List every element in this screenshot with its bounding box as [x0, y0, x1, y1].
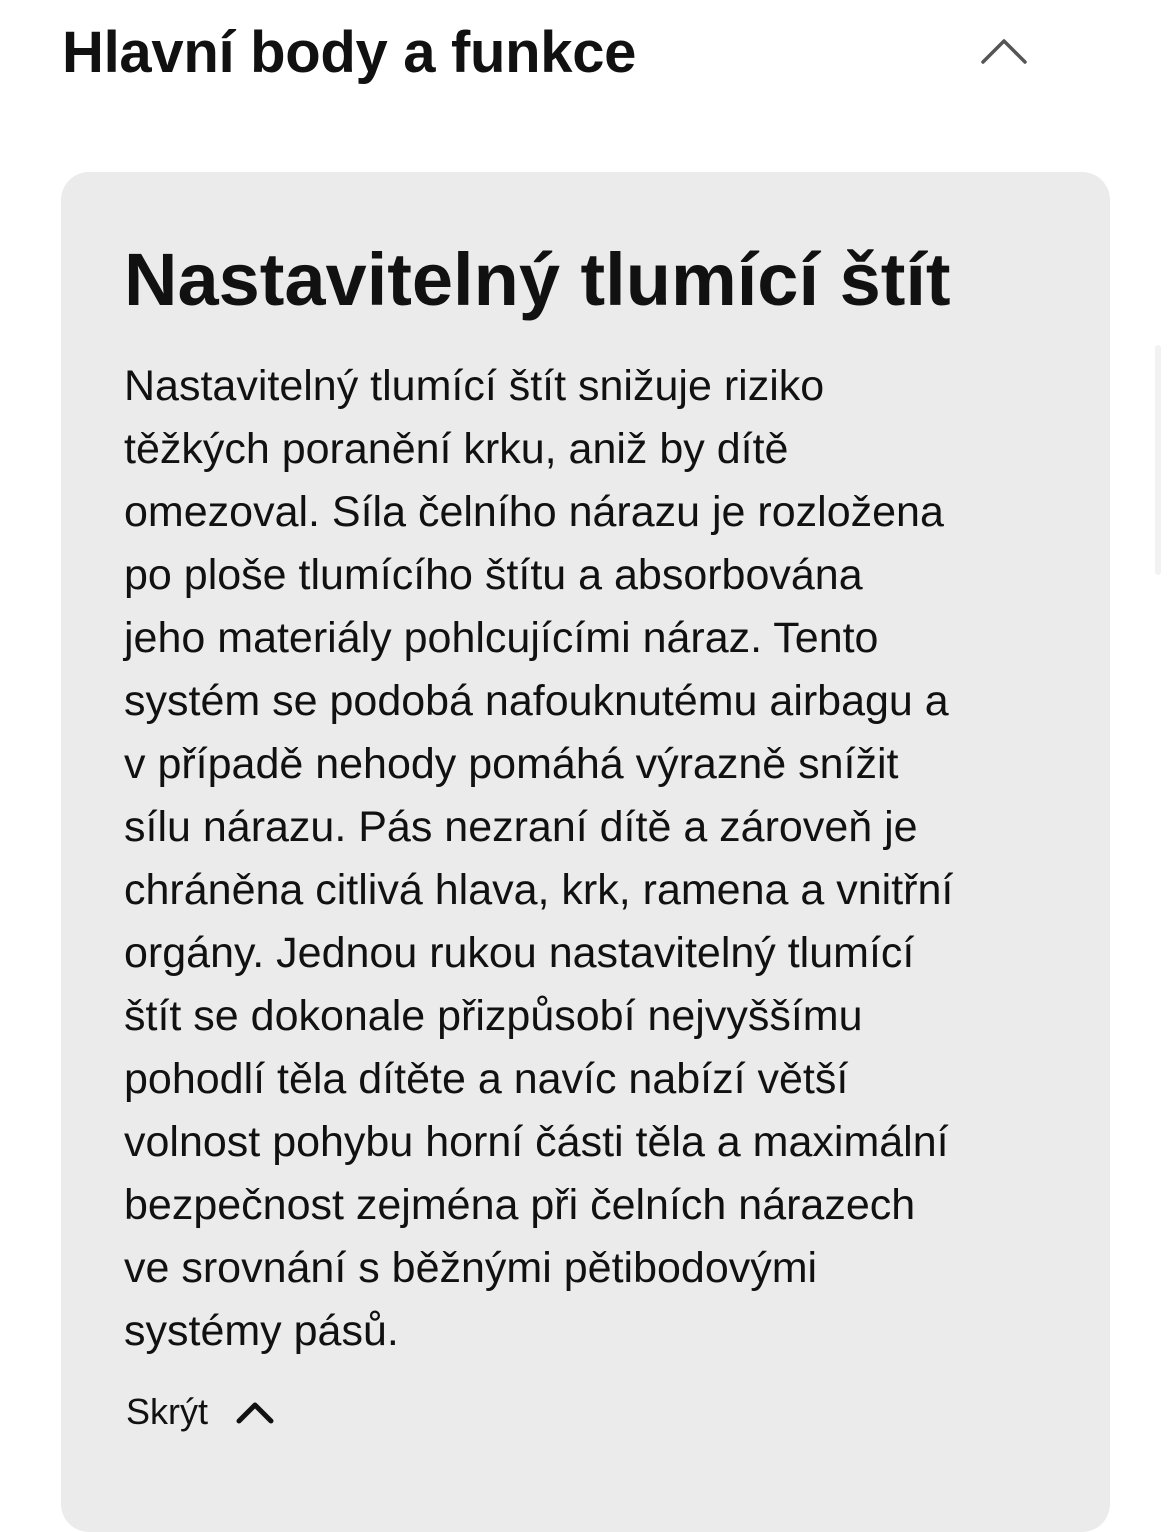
description-line: systémy pásů. — [124, 1307, 399, 1355]
description-line: systém se podobá nafouknutému airbagu a — [124, 677, 949, 725]
section-header — [0, 0, 1170, 110]
feature-description — [124, 355, 1064, 1363]
description-line: po ploše tlumícího štítu a absorbována — [124, 551, 863, 599]
description-line: sílu nárazu. Pás nezraní dítě a zároveň je — [124, 803, 918, 851]
chevron-up-icon — [234, 1397, 276, 1427]
description-line: těžkých poranění krku, aniž by dítě — [124, 425, 789, 473]
description-line: omezoval. Síla čelního nárazu je rozložena — [124, 488, 944, 536]
description-line: chráněna citlivá hlava, krk, ramena a vnitřní — [124, 866, 954, 914]
hide-label: Skrýt — [126, 1391, 209, 1432]
description-line: pohodlí těla dítěte a navíc nabízí větší — [124, 1055, 849, 1103]
description-line: ve srovnání s běžnými pětibodovými — [124, 1244, 818, 1292]
section-title: Hlavní body a funkce — [62, 20, 637, 85]
description-line: volnost pohybu horní části těla a maximální — [124, 1118, 949, 1166]
chevron-up-icon — [970, 22, 1038, 80]
description-line: orgány. Jednou rukou nastavitelný tlumící — [124, 929, 915, 977]
description-line: jeho materiály pohlcujícími náraz. Tento — [124, 614, 879, 662]
hide-button[interactable] — [126, 1387, 276, 1437]
feature-card — [61, 172, 1110, 1532]
description-line: bezpečnost zejména při čelních nárazech — [124, 1181, 916, 1229]
section-collapse-button[interactable] — [970, 22, 1038, 80]
description-line: v případě nehody pomáhá výrazně snížit — [124, 740, 899, 788]
description-line: štít se dokonale přizpůsobí nejvyššímu — [124, 992, 863, 1040]
description-line: Nastavitelný tlumící štít snižuje riziko — [124, 362, 825, 410]
feature-title: Nastavitelný tlumící štít — [124, 238, 951, 321]
scrollbar[interactable] — [1155, 345, 1161, 575]
